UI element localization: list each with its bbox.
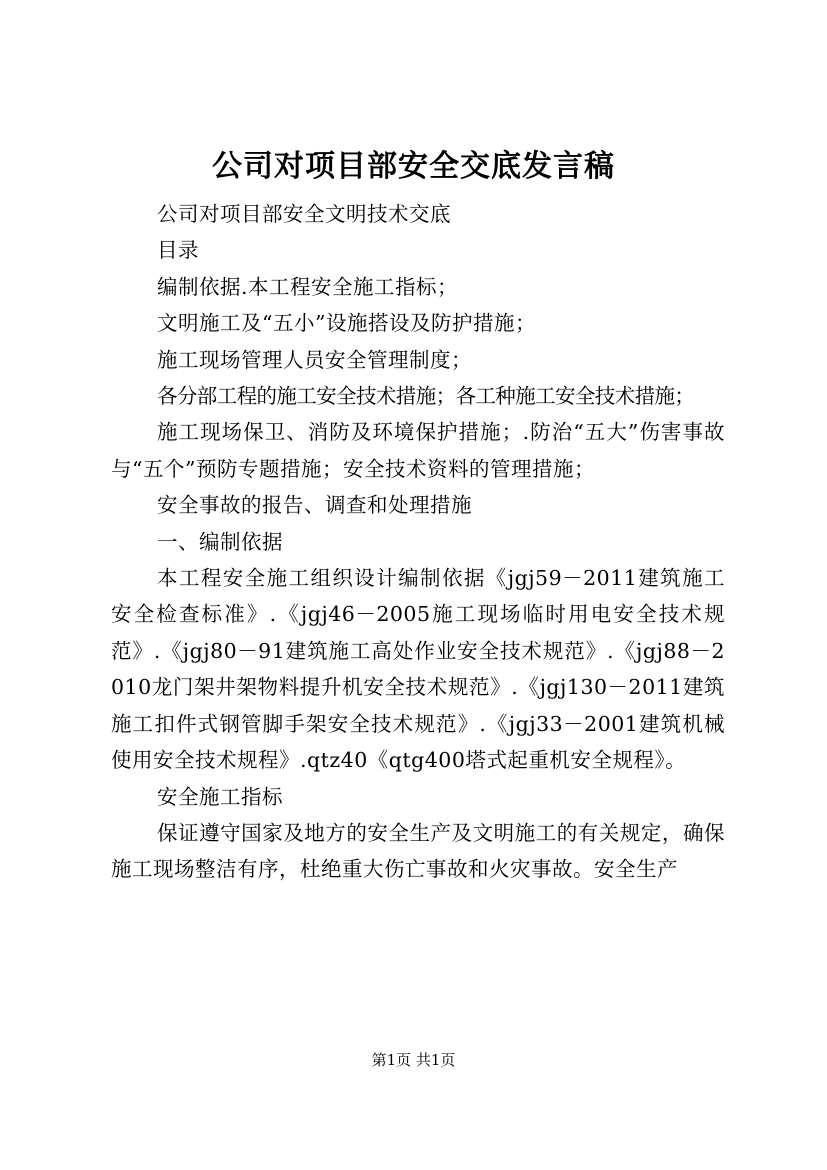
paragraph-subtitle: 公司对项目部安全文明技术交底 xyxy=(157,202,451,226)
paragraph-toc-item: 各分部工程的施工安全技术措施；各工种施工安全技术措施； xyxy=(157,384,695,409)
paragraph-toc-heading: 目录 xyxy=(157,238,199,263)
paragraph-toc-item: 施工现场管理人员安全管理制度； xyxy=(157,347,472,372)
section-heading: 一、编制依据 xyxy=(157,529,283,554)
paragraph-basis: 本工程安全施工组织设计编制依据《jgj59－2011建筑施工安全检查标准》.《jgj46－2005施工现场临时用电安全技术规范》.《jgj80－91建筑施工高处作业安全技术规范》.《jgj88－2010龙门架井架物料提升机安全技术规范》.《jgj130－2011建筑施工扣件式钢管脚手架安全技术规范》.《jgj33－2001建筑机械使用安全技术规程》.qtz40《qtg400塔式起重机安全规程》。 xyxy=(111,566,725,773)
paragraph-targets: 保证遵守国家及地方的安全生产及文明施工的有关规定，确保施工现场整洁有序，杜绝重大伤亡事故和火灾事故。安全生产 xyxy=(111,820,725,882)
page-number-footer: 第1页 共1页 xyxy=(371,1051,456,1069)
paragraph-toc-item: 施工现场保卫、消防及环境保护措施；.防治“五大”伤害事故与“五个”预防专题措施；安全技术资料的管理措施； xyxy=(111,420,725,481)
section-heading: 安全施工指标 xyxy=(157,784,283,809)
paragraph-toc-item: 安全事故的报告、调查和处理措施 xyxy=(157,493,472,518)
document-title: 公司对项目部安全交底发言稿 xyxy=(212,149,615,184)
paragraph-toc-item: 文明施工及“五小”设施搭设及防护措施； xyxy=(157,311,536,336)
paragraph-toc-item: 编制依据.本工程安全施工指标； xyxy=(157,274,459,299)
document-body xyxy=(111,196,725,888)
